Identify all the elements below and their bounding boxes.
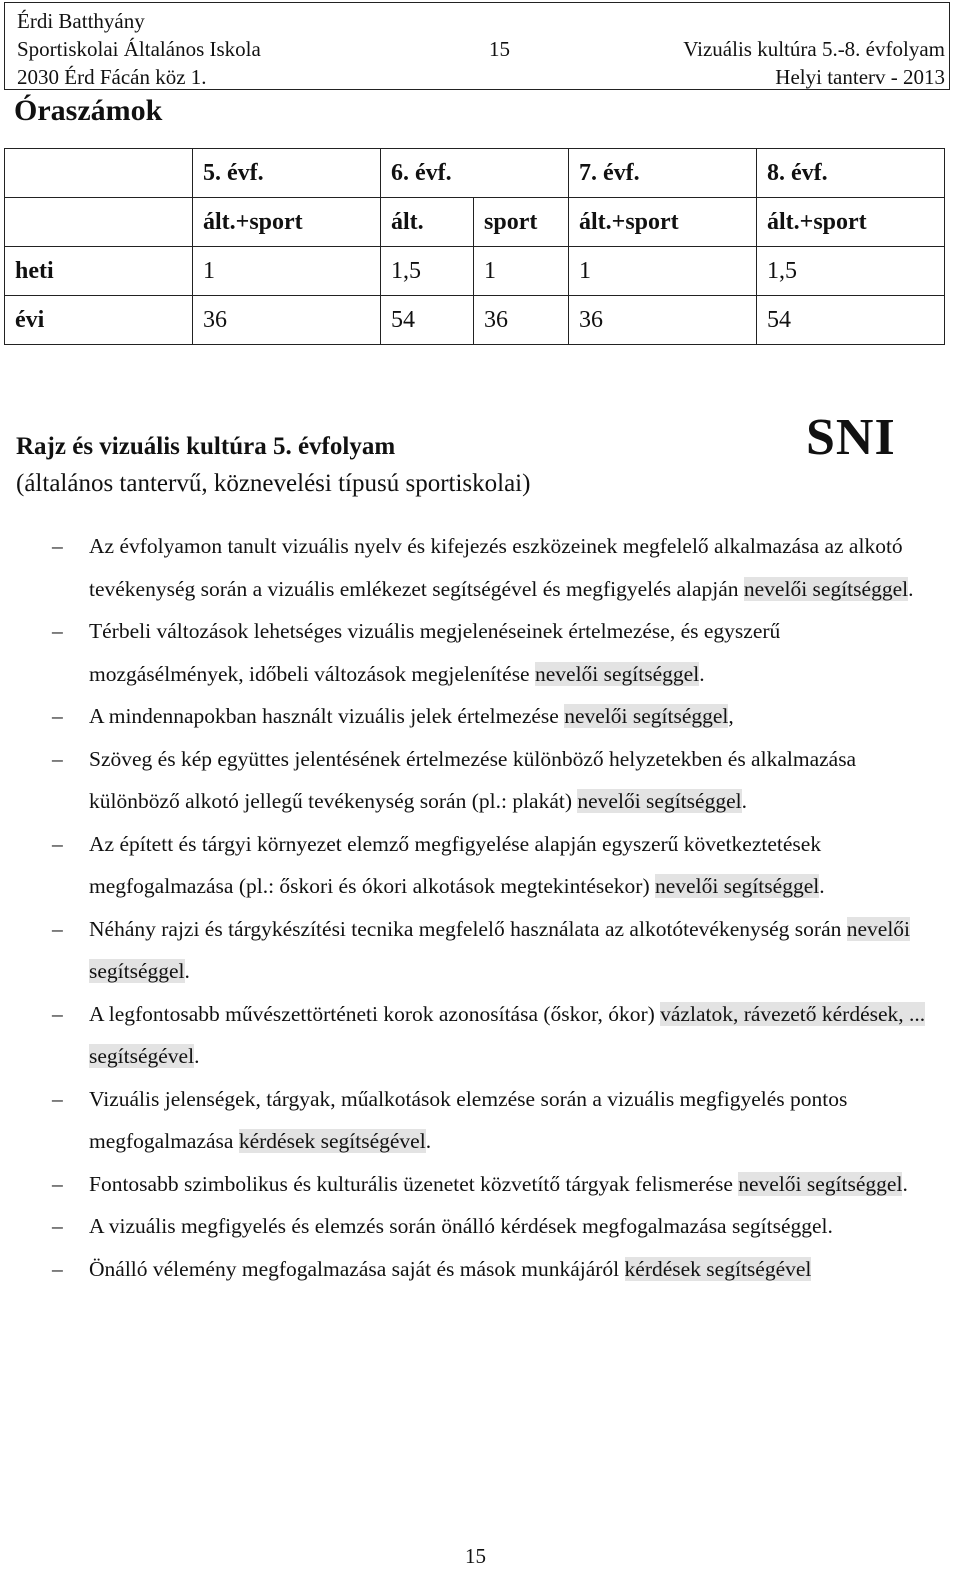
table-cell	[5, 149, 193, 198]
item-text: Fontosabb szimbolikus és kulturális üzenetet közvetítő tárgyak felismerése	[89, 1171, 739, 1196]
item-text: Az épített és tárgyi környezet elemző megfigyelése alapján egyszerű következtetések megfogalmazása (pl.: őskori és ókori alkotások megtekintésekor)	[89, 831, 822, 898]
dash-bullet: –	[52, 916, 63, 941]
table-row	[5, 296, 945, 345]
item-tail: .	[699, 661, 705, 686]
item-text: Vizuális jelenségek, tárgyak, műalkotások elemzése során a vizuális megfigyelés pontos megfogalmazása	[89, 1086, 848, 1153]
footer-page-number: 15	[465, 1544, 486, 1568]
table-row	[5, 247, 945, 296]
item-highlight: nevelői segítséggel	[577, 789, 742, 813]
item-highlight: nevelői segítséggel	[738, 1171, 903, 1196]
grade-header: 7. évf.	[569, 149, 757, 198]
list-item	[0, 695, 960, 738]
dash-bullet: –	[52, 534, 63, 558]
table-row	[5, 198, 945, 247]
type-header: ált.+sport	[757, 198, 945, 247]
list-item	[0, 993, 960, 1078]
hours-table	[4, 148, 945, 345]
header-page-number: 15	[489, 37, 510, 61]
table-cell: 36	[474, 296, 569, 345]
school-name-line1: Érdi Batthyány	[17, 9, 145, 33]
dash-bullet: –	[52, 1256, 63, 1281]
list-item	[0, 1078, 960, 1163]
item-text: Önálló vélemény megfogalmazása saját és mások munkájáról	[89, 1256, 625, 1281]
dash-bullet: –	[52, 704, 63, 728]
type-header: ált.+sport	[193, 198, 381, 247]
school-info	[17, 7, 261, 91]
list-item	[0, 1163, 960, 1206]
school-name-line2: Sportiskolai Általános Iskola	[17, 37, 261, 61]
item-text: Szöveg és kép együttes jelentésének értelmezése különböző helyzetekben és alkalmazása különböző alkotó jellegű tevékenység során (pl.: plakát)	[89, 746, 857, 813]
list-item	[0, 1248, 960, 1291]
item-text: Térbeli változások lehetséges vizuális megjelenéseinek értelmezése, és egyszerű mozgásélmények, időbeli változások megjelenítése	[89, 619, 781, 686]
item-highlight: nevelői segítséggel	[655, 874, 820, 898]
grade-header: 8. évf.	[757, 149, 945, 198]
list-item	[0, 823, 960, 908]
dash-bullet: –	[52, 1086, 63, 1111]
item-tail: .	[425, 1129, 432, 1153]
page-header	[4, 2, 950, 90]
table-cell: 36	[193, 296, 381, 345]
item-tail: .	[741, 789, 747, 813]
type-header: ált.	[381, 198, 474, 247]
list-item	[0, 525, 960, 610]
item-text: Az évfolyamon tanult vizuális nyelv és kifejezés eszközeinek megfelelő alkalmazása az alkotó tevékenység során a vizuális emlékezet segítségével és megfigyelés alapján	[89, 534, 903, 601]
dash-bullet: –	[52, 1001, 63, 1026]
item-highlight: kérdések segítségével	[238, 1129, 426, 1153]
dash-bullet: –	[52, 831, 63, 856]
table-cell: 1,5	[381, 247, 474, 296]
dash-bullet: –	[52, 1214, 63, 1238]
item-highlight: nevelői segítséggel	[534, 661, 700, 686]
table-cell: 54	[381, 296, 474, 345]
type-header: ált.+sport	[569, 198, 757, 247]
item-highlight: kérdések segítségével	[624, 1256, 812, 1281]
row-label: évi	[5, 296, 193, 345]
hours-title: Óraszámok	[14, 94, 163, 127]
row-label: heti	[5, 247, 193, 296]
item-tail: .	[194, 1044, 200, 1068]
subject-title: Vizuális kultúra 5.-8. évfolyam	[683, 37, 945, 61]
grade-header: 5. évf.	[193, 149, 381, 198]
item-tail: .	[902, 1171, 908, 1196]
section-subtitle: (általános tantervű, köznevelési típusú sportiskolai)	[16, 470, 531, 497]
list-item	[0, 908, 960, 993]
school-address: 2030 Érd Fácán köz 1.	[17, 65, 207, 89]
dash-bullet: –	[52, 619, 63, 643]
item-text: A legfontosabb művészettörténeti korok azonosítása (őskor, ókor)	[89, 1001, 661, 1026]
requirements-list	[0, 525, 960, 1290]
table-cell: 1	[569, 247, 757, 296]
item-tail: .	[908, 576, 914, 601]
item-highlight: nevelői segítséggel	[564, 704, 729, 728]
dash-bullet: –	[52, 1171, 63, 1196]
item-highlight: vázlatok, rávezető kérdések, ... segítségével	[89, 1001, 926, 1068]
item-tail: .	[184, 959, 190, 983]
list-item	[0, 738, 960, 823]
table-cell	[5, 198, 193, 247]
list-item	[0, 1205, 960, 1248]
table-cell: 1,5	[757, 247, 945, 296]
table-cell: 1	[193, 247, 381, 296]
item-tail: .	[819, 874, 825, 898]
section-title: Rajz és vizuális kultúra 5. évfolyam	[16, 433, 396, 460]
list-item	[0, 610, 960, 695]
sni-badge: SNI	[806, 409, 896, 466]
dash-bullet: –	[52, 746, 63, 771]
item-highlight: nevelői segítséggel	[89, 916, 911, 983]
item-tail: ,	[728, 704, 734, 728]
item-text: A vizuális megfigyelés és elemzés során önálló kérdések megfogalmazása segítséggel.	[89, 1214, 833, 1238]
item-text: A mindennapokban használt vizuális jelek értelmezése	[89, 704, 565, 728]
table-cell: 36	[569, 296, 757, 345]
table-cell: 54	[757, 296, 945, 345]
item-text: Néhány rajzi és tárgykészítési tecnika megfelelő használata az alkotótevékenység során	[89, 916, 847, 941]
table-cell: 1	[474, 247, 569, 296]
item-highlight: nevelői segítséggel	[743, 576, 909, 601]
curriculum-label: Helyi tanterv - 2013	[775, 65, 945, 89]
grade-header: 6. évf.	[381, 149, 569, 198]
table-row	[5, 149, 945, 198]
header-subject-info	[683, 35, 945, 91]
type-header: sport	[474, 198, 569, 247]
